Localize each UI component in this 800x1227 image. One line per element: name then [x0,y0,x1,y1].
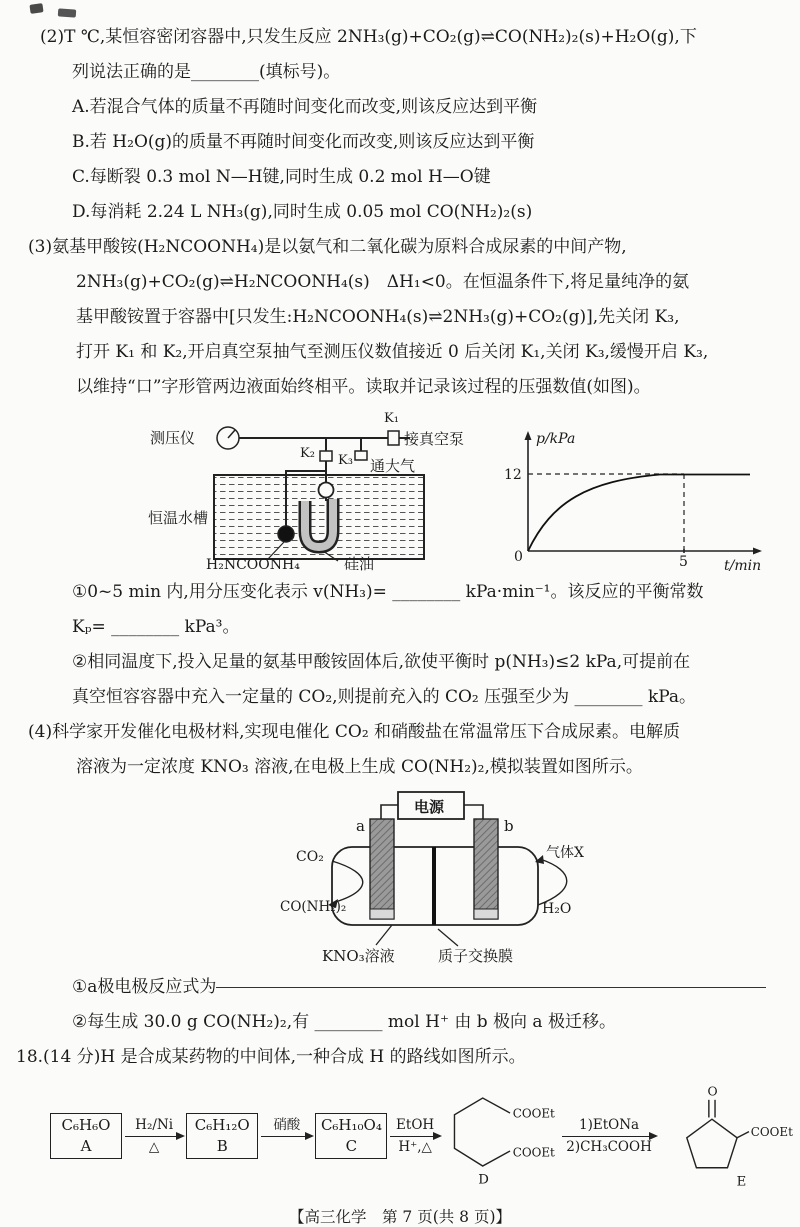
answer-blank-line [216,987,766,988]
q3-line4: 打开 K₁ 和 K₂,开启真空泵抽气至测压仪数值接近 0 后关闭 K₁,关闭 K₃,缓慢开启 K₃, [76,342,709,362]
electrolysis-figure [280,789,800,970]
page-footer: 【高三化学 第 7 页(共 8 页)】 [288,1208,512,1226]
q2-line2: 列说法正确的是________(填标号)。 [72,62,341,82]
y-tick-12: 12 [504,467,522,483]
q4-sub1-text: ①a极电极反应式为 [72,977,217,997]
q2-option-c: C.每断裂 0.3 mol N—H键,同时生成 0.2 mol H—O键 [72,167,491,187]
apparatus-diagram [148,411,466,571]
arrow1-condition: △ [148,1138,160,1155]
compound-b-letter: B [216,1137,228,1155]
q3-sub2-line2: 真空恒容容器中充入一定量的 CO₂,则提前充入的 CO₂ 压强至少为 ________ kPa。 [72,687,697,707]
compound-b-box [186,1113,258,1159]
pressure-time-chart [488,421,788,573]
y-axis-label: p/kPa [536,431,576,447]
gas-x-label: 气体X [546,845,584,861]
scan-artifact [29,3,43,14]
e-carbonyl-oxygen: O [707,1084,718,1099]
valve-k2-label: K₂ [300,446,315,461]
x-tick-5: 5 [679,554,688,570]
d-ester-bottom: COOEt [512,1145,555,1160]
q3-figures [148,411,800,573]
origin-tick: 0 [514,549,523,565]
water-to-gas-arrow [538,859,567,905]
membrane-label: 质子交换膜 [438,947,514,965]
urea-label: CO(NH₂)₂ [280,899,347,915]
q18-intro: 18.(14 分)H 是合成某药物的中间体,一种合成 H 的路线如图所示。 [16,1047,526,1067]
co2-label: CO₂ [296,849,324,865]
solid-label: H₂NCOONH₄ [206,557,300,571]
y-axis-arrow [525,431,532,440]
compound-c-formula: C₆H₁₀O₄ [320,1116,382,1134]
compound-d-structure [443,1080,559,1192]
q3-line1: (3)氨基甲酸铵(H₂NCOONH₄)是以氨气和二氧化碳为原料合成尿素的中间产物, [28,237,627,257]
power-supply-label: 电源 [414,798,445,816]
sample-flask-icon [278,526,294,542]
arrow4-reagent2: 2)CH₃COOH [566,1138,652,1155]
valve-k1-icon [388,431,399,445]
arrow4-reagent1: 1)EtONa [579,1116,640,1133]
x-axis-label: t/min [724,558,762,573]
bath-label: 恒温水槽 [148,509,209,527]
water-label: H₂O [542,901,572,917]
valve-k3-icon [355,451,367,460]
route-arrow-3 [390,1117,439,1156]
solution-label: KNO₃溶液 [322,947,395,965]
q4-line2: 溶液为一定浓度 KNO₃ 溶液,在电极上生成 CO(NH₂)₂,模拟装置如图所示。 [76,757,643,777]
pressure-curve [528,475,750,552]
compound-b-formula: C₆H₁₂O [194,1116,250,1134]
q4-sub2: ②每生成 30.0 g CO(NH₂)₂,有 ________ mol H⁺ 由 b 极向 a 极迁移。 [72,1012,616,1032]
compound-c-box [315,1113,387,1159]
q2-option-b: B.若 H₂O(g)的质量不再随时间变化而改变,则该反应达到平衡 [72,132,535,152]
synthesis-route [50,1077,800,1195]
electrode-b [474,819,498,919]
oil-label: 硅油 [344,555,375,571]
vacuum-label: 接真空泵 [404,430,465,448]
valve-k3-label: K₃ [338,453,353,468]
arrow3-condition: H⁺,△ [398,1138,432,1155]
valve-k2-icon [320,451,332,461]
arrow2-reagent: 硝酸 [273,1116,301,1133]
atmosphere-label: 通大气 [370,457,416,475]
q2-option-a: A.若混合气体的质量不再随时间变化而改变,则该反应达到平衡 [72,97,538,117]
d-ester-top: COOEt [512,1106,555,1121]
arrow1-reagent: H₂/Ni [135,1116,174,1133]
route-arrow-4 [562,1117,656,1156]
compound-a-formula: C₆H₆O [61,1116,111,1134]
compound-a-box [50,1113,122,1159]
electrolysis-cell-diagram [280,789,592,965]
q2-option-d: D.每消耗 2.24 L NH₃(g),同时生成 0.05 mol CO(NH₂)₂(s) [72,202,533,222]
route-arrow-2 [261,1117,312,1156]
x-axis-arrow [753,548,762,555]
q3-sub1-line2: Kₚ= ________ kPa³。 [72,617,240,637]
bulb-icon [319,483,334,498]
q3-sub2-line1: ②相同温度下,投入足量的氨基甲酸铵固体后,欲使平衡时 p(NH₃)≤2 kPa,可提前在 [72,652,691,672]
electrode-b-label: b [504,817,514,835]
q3-line2: 2NH₃(g)+CO₂(g)⇌H₂NCOONH₄(s) ΔH₁<0。在恒温条件下,将足量纯净的氨 [76,272,690,292]
electrode-a [370,819,394,919]
q3-line3: 基甲酸铵置于容器中[只发生:H₂NCOONH₄(s)⇌2NH₃(g)+CO₂(g)],先关闭 K₃, [76,307,680,327]
compound-a-letter: A [80,1137,92,1155]
co2-to-urea-arrow [332,861,363,903]
scan-artifact [58,8,77,17]
e-ester-group: COOEt [750,1125,793,1139]
compound-d-letter: D [478,1172,489,1188]
electrode-a-label: a [356,817,365,835]
gauge-label: 测压仪 [150,429,196,447]
compound-e-structure [659,1077,800,1195]
arrow3-reagent: EtOH [396,1116,435,1133]
q3-sub1-line1: ①0~5 min 内,用分压变化表示 v(NH₃)= ________ kPa·min⁻¹。该反应的平衡常数 [72,582,704,602]
q2-line1: (2)T ℃,某恒容密闭容器中,只发生反应 2NH₃(g)+CO₂(g)⇌CO(NH₂)₂(s)+H₂O(g),下 [40,27,697,47]
route-arrow-1 [125,1117,183,1156]
q4-sub1-row [72,970,766,1005]
compound-c-letter: C [345,1137,358,1155]
q3-line5: 以维持“口”字形管两边液面始终相平。读取并记录该过程的压强数值(如图)。 [76,377,651,397]
compound-e-letter: E [736,1174,747,1190]
q4-line1: (4)科学家开发催化电极材料,实现电催化 CO₂ 和硝酸盐在常温常压下合成尿素。电解质 [28,722,681,742]
valve-k1-label: K₁ [384,411,399,426]
